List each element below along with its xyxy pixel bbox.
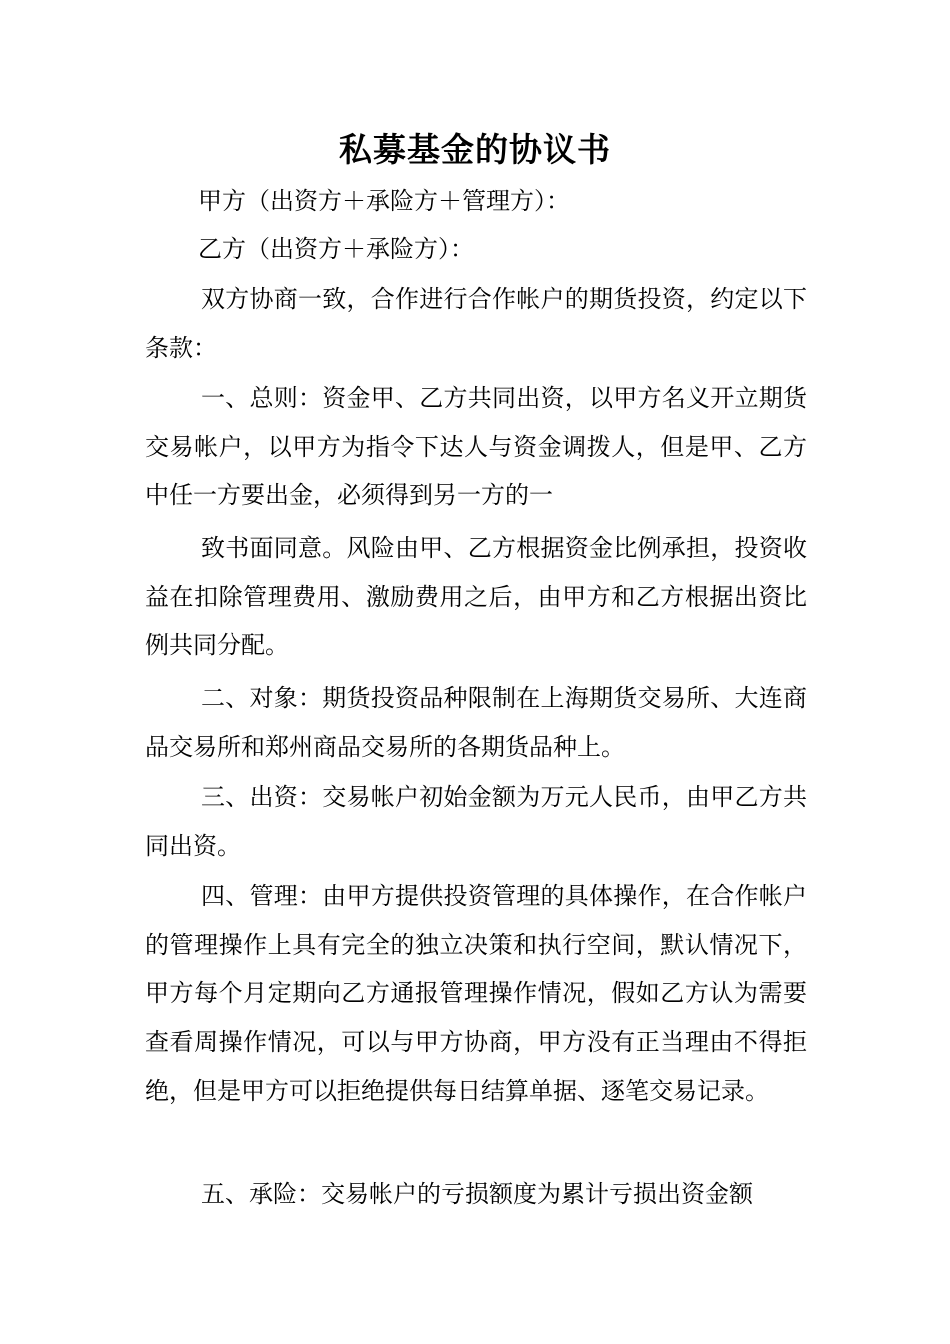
clause-risk-paragraph: 五、承险：交易帐户的亏损额度为累计亏损出资金额 xyxy=(201,1180,753,1208)
clause-capital-paragraph: 三、出资：交易帐户初始金额为万元人民币，由甲乙方共同出资。 xyxy=(145,783,807,860)
clause-scope-paragraph: 二、对象：期货投资品种限制在上海期货交易所、大连商品交易所和郑州商品交易所的各期货品种上。 xyxy=(145,684,807,761)
party-b-line: 乙方（出资方＋承险方）： xyxy=(198,235,474,263)
clause-general-continued-paragraph: 致书面同意。风险由甲、乙方根据资金比例承担，投资收益在扣除管理费用、激励费用之后，由甲方和乙方根据出资比例共同分配。 xyxy=(145,534,807,660)
clause-general-paragraph: 一、总则：资金甲、乙方共同出资，以甲方名义开立期货交易帐户，以甲方为指令下达人与资金调拨人，但是甲、乙方中任一方要出金，必须得到另一方的一 xyxy=(145,384,807,510)
clause-management-paragraph: 四、管理：由甲方提供投资管理的具体操作，在合作帐户的管理操作上具有完全的独立决策和执行空间，默认情况下，甲方每个月定期向乙方通报管理操作情况，假如乙方认为需要查看周操作情况，可以与甲方协商，甲方没有正当理由不得拒绝，但是甲方可以拒绝提供每日结算单据、逐笔交易记录。 xyxy=(145,882,807,1105)
document-title: 私募基金的协议书 xyxy=(339,130,611,169)
preamble-paragraph: 双方协商一致，合作进行合作帐户的期货投资，约定以下条款： xyxy=(145,285,807,362)
party-a-line: 甲方（出资方＋承险方＋管理方）： xyxy=(198,187,570,215)
